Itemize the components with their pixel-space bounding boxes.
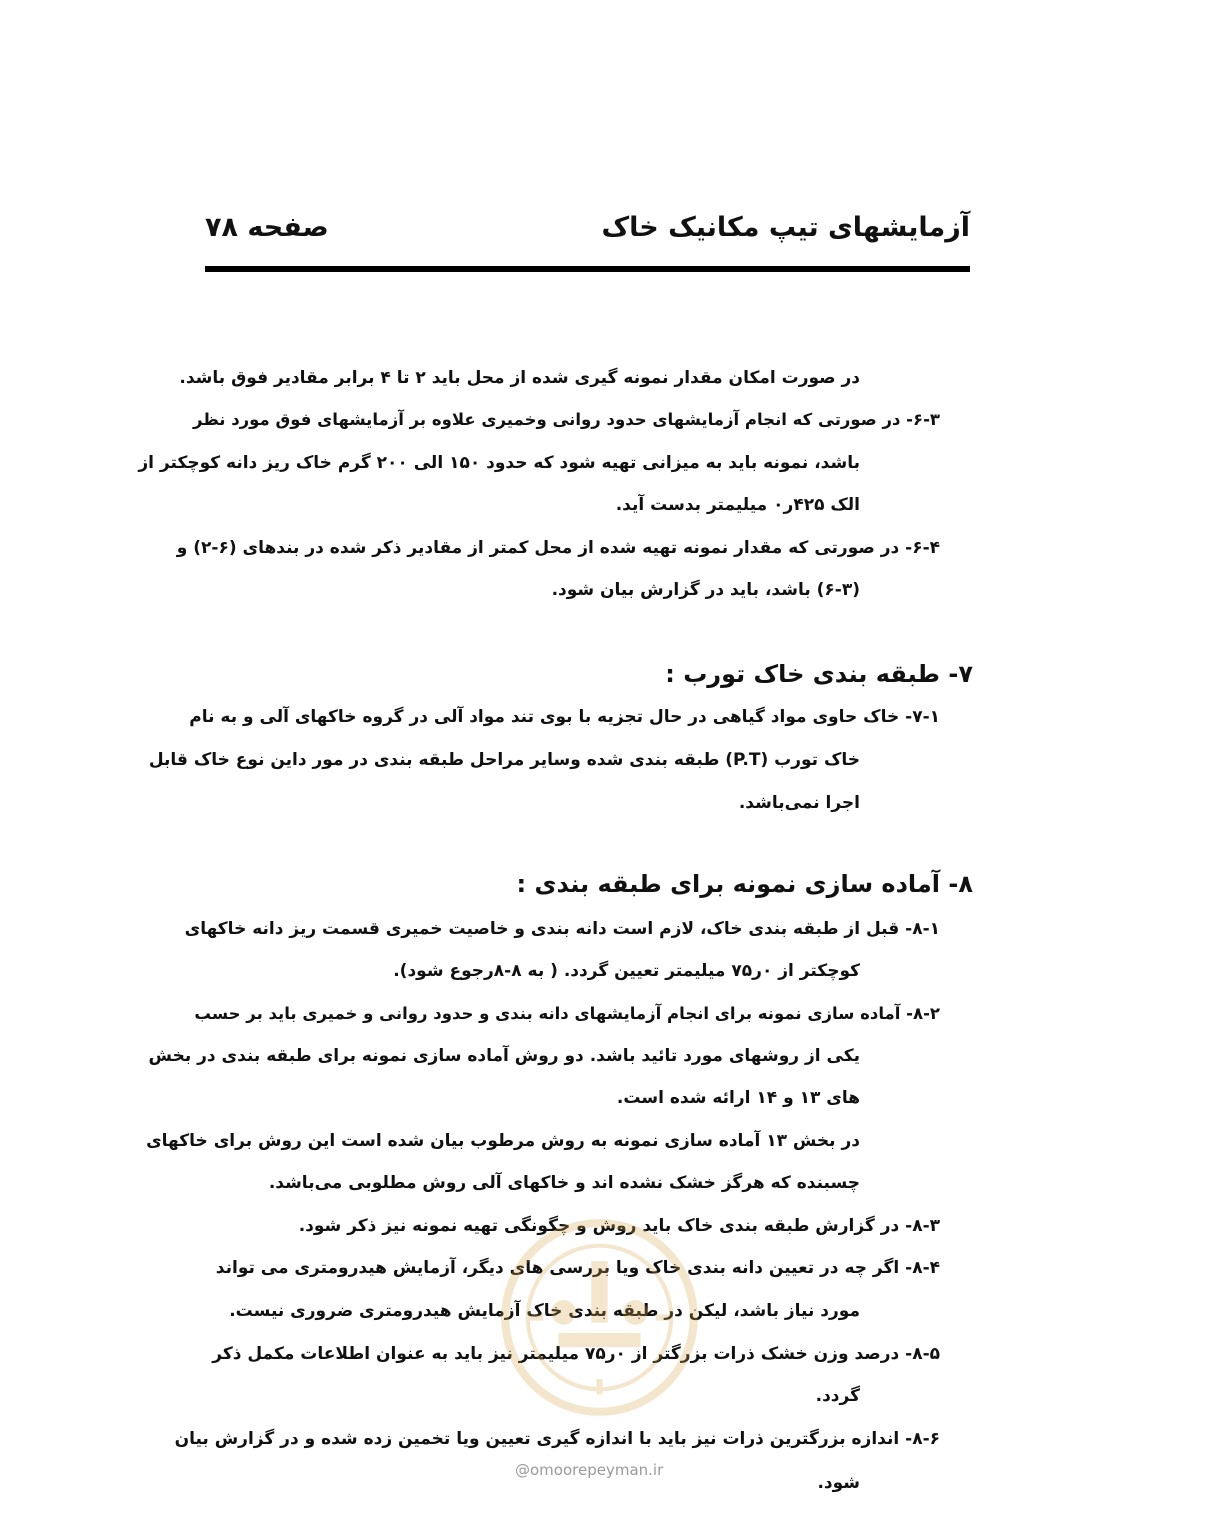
text-line: شود.: [817, 1473, 860, 1493]
text-line: باشد، نمونه باید به میزانی تهیه شود که حدود ۱۵۰ الی ۲۰۰ گرم خاک ریز دانه کوچکتر از: [138, 453, 860, 473]
text-line: ۸-۵- درصد وزن خشک ذرات بزرگتر از ۰ر۷۵ میلیمتر نیز باید به عنوان اطلاعات مکمل ذکر: [212, 1344, 940, 1364]
watermark-url: @omoorepeyman.ir: [515, 1461, 664, 1479]
section-heading: ۸- آماده سازی نمونه برای طبقه بندی :: [516, 870, 973, 898]
text-line: کوچکتر از ۰ر۷۵ میلیمتر تعیین گردد. ( به ۸-۸رجوع شود).: [393, 961, 860, 981]
header-title: آزمایشهای تیپ مکانیک خاک: [601, 212, 970, 243]
watermark-seal-icon: [497, 1215, 702, 1420]
watermark-url-text: omoorepeyman.ir: [530, 1461, 664, 1479]
text-line: گردد.: [815, 1386, 860, 1406]
text-line: اجرا نمی‌باشد.: [738, 793, 860, 813]
text-line: ۶-۳- در صورتی که انجام آزمایشهای حدود روانی وخمیری علاوه بر آزمایشهای فوق مورد نظر: [192, 410, 940, 429]
text-line: ۸-۴- اگر چه در تعیین دانه بندی خاک ویا بررسی های دیگر، آزمایش هیدرومتری می تواند: [215, 1258, 940, 1278]
text-line: ۸-۲- آماده سازی نمونه برای انجام آزمایشهای دانه بندی و حدود روانی و خمیری باید بر حسب: [194, 1004, 940, 1023]
text-line: در بخش ۱۳ آماده سازی نمونه به روش مرطوب بیان شده است این روش برای خاکهای: [146, 1131, 860, 1151]
text-line: ۸-۳- در گزارش طبقه بندی خاک باید روش و چگونگی تهیه نمونه نیز ذکر شود.: [298, 1216, 940, 1236]
text-line: ۶-۴- در صورتی که مقدار نمونه تهیه شده از محل کمتر از مقادیر ذکر شده در بندهای (۶-۲) و: [176, 538, 940, 558]
text-line: ۷-۱- خاک حاوی مواد گیاهی در حال تجزیه با بوی تند مواد آلی در گروه خاکهای آلی و به نام: [189, 707, 940, 727]
text-line: خاک تورب (P.T) طبقه بندی شده وسایر مراحل طبقه بندی در مور داین نوع خاک قابل: [148, 750, 860, 770]
text-line: (۶-۳) باشد، باید در گزارش بیان شود.: [551, 580, 860, 600]
text-line: های ۱۳ و ۱۴ ارائه شده است.: [616, 1088, 860, 1108]
header-page-number: صفحه ۷۸: [205, 212, 329, 243]
header-rule: [205, 266, 970, 272]
text-line: الک ۴۲۵ر۰ میلیمتر بدست آید.: [615, 495, 860, 515]
text-line: ۸-۶- اندازه بزرگترین ذرات نیز باید با اندازه گیری تعیین ویا تخمین زده شده و در گزارش بیان: [174, 1429, 940, 1449]
text-line: ۸-۱- قبل از طبقه بندی خاک، لازم است دانه بندی و خاصیت خمیری قسمت ریز دانه خاکهای: [184, 919, 940, 939]
page-header: [205, 212, 970, 262]
text-line: مورد نیاز باشد، لیکن در طبقه بندی خاک آزمایش هیدرومتری ضروری نیست.: [229, 1301, 860, 1321]
text-line: یکی از روشهای مورد تائید باشد. دو روش آماده سازی نمونه برای طبقه بندی در بخش: [148, 1046, 860, 1066]
text-line: چسبنده که هرگز خشک نشده اند و خاکهای آلی روش مطلوبی می‌باشد.: [268, 1173, 860, 1193]
section-heading: ۷- طبقه بندی خاک تورب :: [665, 660, 973, 688]
text-line: در صورت امکان مقدار نمونه گیری شده از محل باید ۲ تا ۴ برابر مقادیر فوق باشد.: [179, 368, 860, 388]
